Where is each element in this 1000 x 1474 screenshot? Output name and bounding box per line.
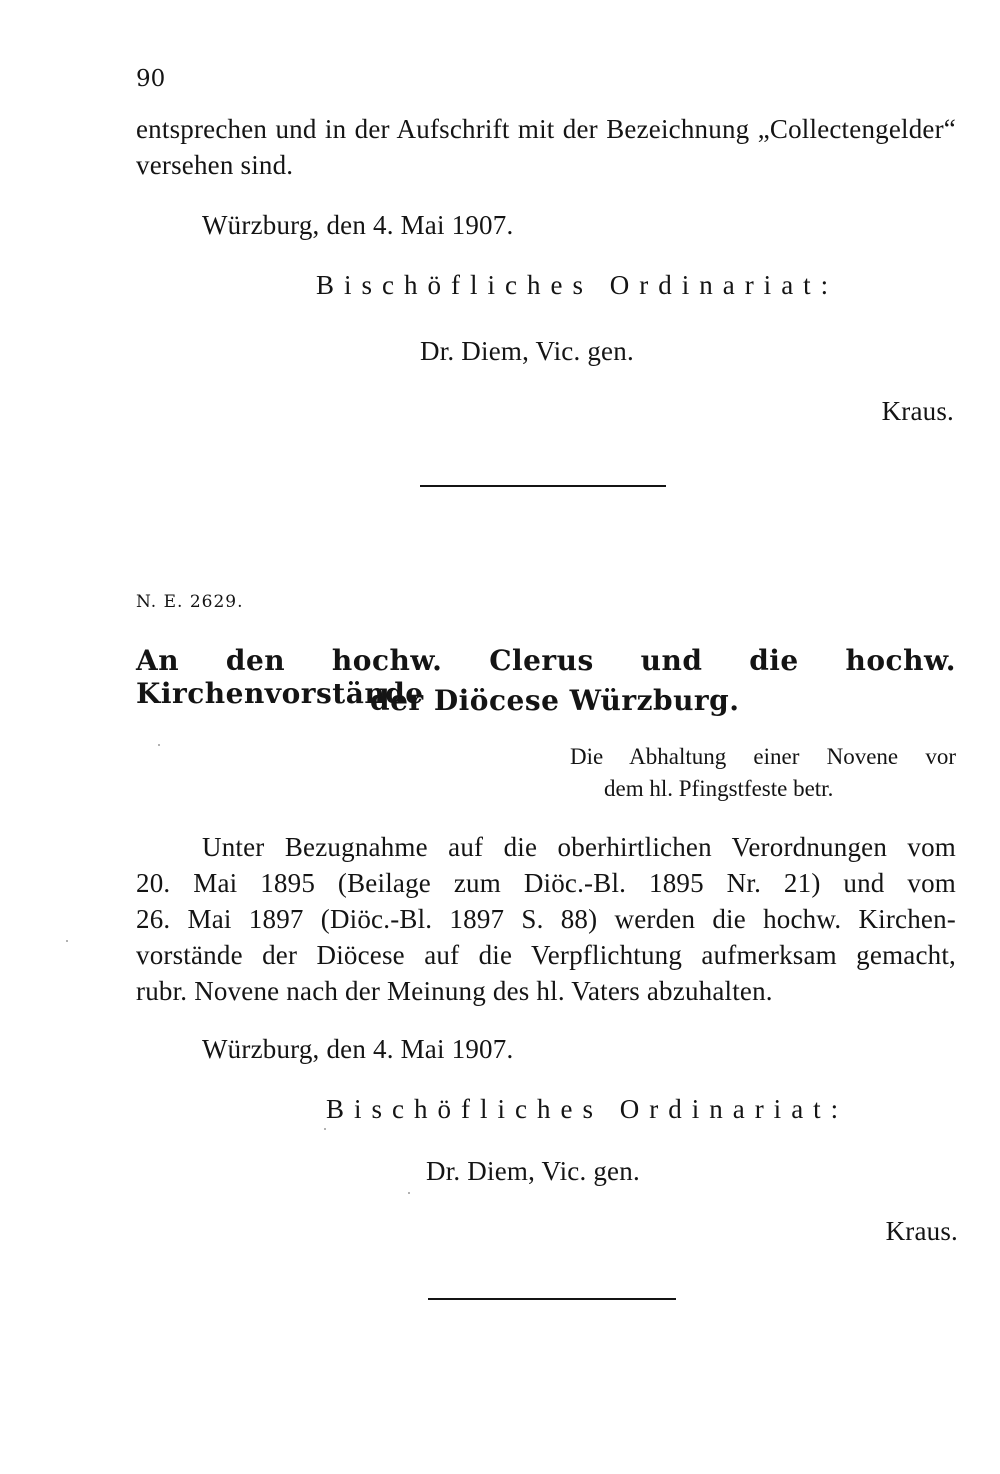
authority-line: Bischöfliches Ordinariat: [326, 1094, 849, 1124]
place-date: Würzburg, den 4. Mai 1907. [202, 210, 514, 240]
text-line: versehen sind. [136, 150, 294, 180]
page-number: 90 [136, 66, 166, 92]
section-divider [428, 1298, 676, 1300]
authority-line: Bischöfliches Ordinariat: [316, 270, 839, 300]
text-line: entsprechen und in der Aufschrift mit der Bezeichnung „Collectengelder“ [136, 114, 956, 144]
scan-speck [324, 1128, 326, 1130]
scan-speck [66, 940, 68, 942]
body-line: vorstände der Diöcese auf die Verpflichtung aufmerksam gemacht, [136, 940, 956, 970]
heading-line: der Diöcese Würzburg. [370, 684, 740, 717]
subject-line: Die Abhaltung einer Novene vor [570, 744, 956, 769]
secretary-name: Kraus. [881, 396, 954, 426]
reference-number: N. E. 2629. [136, 592, 244, 612]
scan-speck [408, 1192, 410, 1194]
body-line: 26. Mai 1897 (Diöc.-Bl. 1897 S. 88) werden die hochw. Kirchen- [136, 904, 956, 934]
body-line: rubr. Novene nach der Meinung des hl. Vaters abzuhalten. [136, 976, 773, 1006]
body-line: Unter Bezugnahme auf die oberhirtlichen Verordnungen vom [202, 832, 956, 862]
heading-line: An den hochw. Clerus und die hochw. Kirchenvorstände [136, 644, 956, 710]
signatory: Dr. Diem, Vic. gen. [426, 1156, 640, 1186]
body-line: 20. Mai 1895 (Beilage zum Diöc.-Bl. 1895 Nr. 21) und vom [136, 868, 956, 898]
signatory: Dr. Diem, Vic. gen. [420, 336, 634, 366]
scan-speck [158, 744, 160, 746]
subject-line: dem hl. Pfingstfeste betr. [604, 776, 834, 801]
secretary-name: Kraus. [885, 1216, 958, 1246]
section-divider [420, 485, 666, 487]
place-date: Würzburg, den 4. Mai 1907. [202, 1034, 514, 1064]
